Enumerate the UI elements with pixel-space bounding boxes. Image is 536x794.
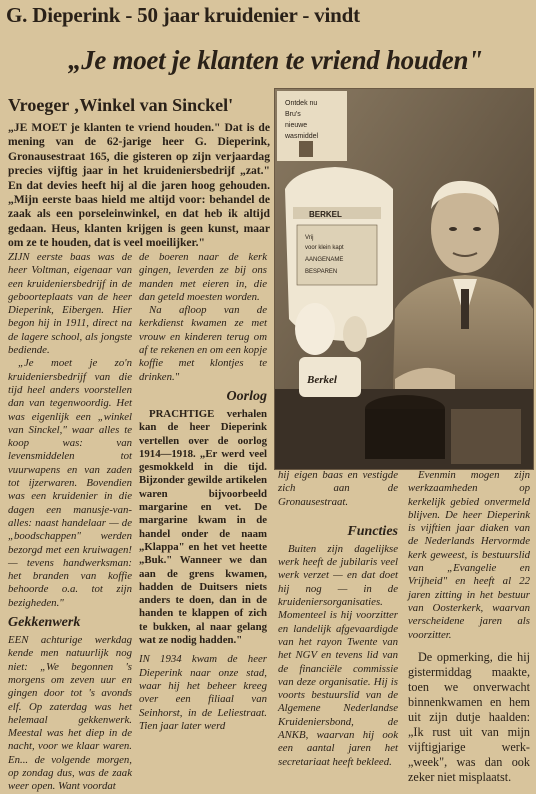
subheadline: Vroeger ‚Winkel van Sinckel' bbox=[8, 95, 234, 115]
sign-line-3: nieuwe bbox=[285, 122, 308, 129]
section-heading-functies: Functies bbox=[347, 523, 398, 539]
sign-line-1: Ontdek nu bbox=[285, 100, 318, 107]
scale-text-4: BESPAREN bbox=[305, 269, 338, 275]
headline-line2: „Je moet je klanten te vriend houden" bbox=[68, 45, 483, 75]
scale-text-2: voor klein kapt bbox=[305, 245, 344, 251]
jar-label: Berkel bbox=[307, 374, 337, 386]
col1-paragraph-3: EEN achturige werkdag kende men natuurlijk nog niet: „We begonnen 's morgens om zeven uur en gingen door tot 's avonds elf. Op zaterdag was het helemaal gekkenwerk. Meestal was het diep in de nacht, voor we klaar waren. En... de volgende morgen, op zondag dus, was de zaak weer open. Want voordat bbox=[8, 634, 132, 793]
col4-paragraph-2: De opmerking, die hij gistermiddag maakte, toen we onverwacht binnenkwamen en hem uit zijn dutje haalden: „Ik rust uit van mijn vijftigjarige werk-„week", was dan ook zeker niet misplaatst. bbox=[408, 649, 530, 784]
col2-paragraph-1: de boeren naar de kerk gingen, leverden ze bij ons manden met eieren in, die dan geteld moesten worden. bbox=[139, 251, 267, 303]
col3-paragraph-2: Buiten zijn dagelijkse werk heeft de jubilaris veel werk verzet — en dat doet hij nog — in de kruideniersorganisaties. Momenteel is hij voorzitter en landelijk afgevaardigde van het rayon Twente van het NGV en tevens lid van de financiële commissie van deze organisatie. Hij is voorts bestuurslid van de Algemene Nederlandse Kruideniersbond, de ANKB, waarvan hij ook een aantal jaren het secretariaat heeft bekleed. bbox=[278, 542, 398, 768]
column-3 bbox=[278, 469, 398, 769]
section-heading-oorlog: Oorlog bbox=[226, 388, 267, 404]
portrait-photo bbox=[274, 88, 534, 470]
sign-line-4: wasmiddel bbox=[285, 133, 319, 140]
section-heading-gekkenwerk: Gekkenwerk bbox=[8, 615, 81, 631]
col4-paragraph-1: Evenmin mogen zijn werkzaamheden op kerkelijk gebied onvermeld blijven. De heer Dieperink is vijftien jaar diaken van de Nederlands Hervormde kerk geweest, is bestuurslid van „Evangelie en Vrijheid" en heeft al 22 jaren zitting in het bestuur van Oosterkerk, waarvan verscheidene jaren als voorzitter. bbox=[408, 469, 530, 641]
column-1 bbox=[8, 251, 132, 794]
col2-bold-paragraph: PRACHTIGE verhalen kan de heer Dieperink vertellen over de oorlog 1914—1918. „Er werd veel gesmokkeld in die tijd. Bijzonder gewilde artikelen waren bijvoorbeeld margarine en vet. De margarine kwam in de handel onder de naam „Klappa" en het vet heette „Buk." Wanneer we dan aan de grens kwamen, hadden de Duitsers niets anders te doen, dan in de handen te klappen of zich te bukken, al naar gelang wat ze nodig hadden." bbox=[139, 407, 267, 647]
column-4 bbox=[408, 469, 530, 785]
sign-line-2: Bru's bbox=[285, 111, 301, 118]
scale-text-3: AANGENAME bbox=[305, 257, 344, 263]
scale-text-1: Vrij bbox=[305, 235, 314, 241]
col2-paragraph-3: IN 1934 kwam de heer Dieperink naar onze stad, waar hij het beheer kreeg over een filiaal van Seinhorst, in de Leliestraat. Tien jaar later werd bbox=[139, 653, 267, 732]
col1-paragraph-1: ZIJN eerste baas was de heer Voltman, eigenaar van een kruideniersbedrijf in de geboorteplaats van de heer Dieperink, Eibergen. Hier begon hij in 1911, direct na de lagere school, als jongste bediende. bbox=[8, 251, 132, 357]
col3-paragraph-1: hij eigen baas en vestigde zich aan de Gronausestraat. bbox=[278, 469, 398, 508]
scale-brand: BERKEL bbox=[309, 210, 342, 219]
lead-paragraph: „JE MOET je klanten te vriend houden." Dat is de mening van de 62-jarige heer G. Dieperink, Gronausestraat 165, die gisteren op zijn verjaardag precies vijftig jaar in het kruideniersbedrijf „zat." En dat devies heeft hij al die jaren hoog gehouden. „Mijn eerste baas hield me altijd voor: behandel de zaak als een porseleinwinkel, en dat heb ik altijd gedaan. Heus, klanten krijgen is geen kunst, maar om ze te houden, dat is veel moeilijker." bbox=[8, 121, 270, 250]
col1-paragraph-2: „Je moet je zo'n kruideniersbedrijf van die tijd heel anders voorstellen dan van tegenwoordig. Het was eigenlijk een „winkel van Sinckel," waar alles te koop was: van levensmiddelen tot vuurwapens en van zaden tot ijzerwaren. Bovendien was een kruidenier in die dagen een manusje-van-alles: naast handelaar — de „boodschappen" werden bezorgd met een kruiwagen! — tevens handwerksman: het branden van koffie behoorde o.a. tot zijn bezigheden." bbox=[8, 357, 132, 609]
headline-line1: G. Dieperink - 50 jaar kruidenier - vindt bbox=[6, 3, 360, 27]
col2-paragraph-2: Na afloop van de kerkdienst kwamen ze met vrouw en kinderen terug om af te rekenen en om een kopje koffie met klontjes te drinken." bbox=[139, 304, 267, 383]
column-2 bbox=[139, 251, 267, 733]
